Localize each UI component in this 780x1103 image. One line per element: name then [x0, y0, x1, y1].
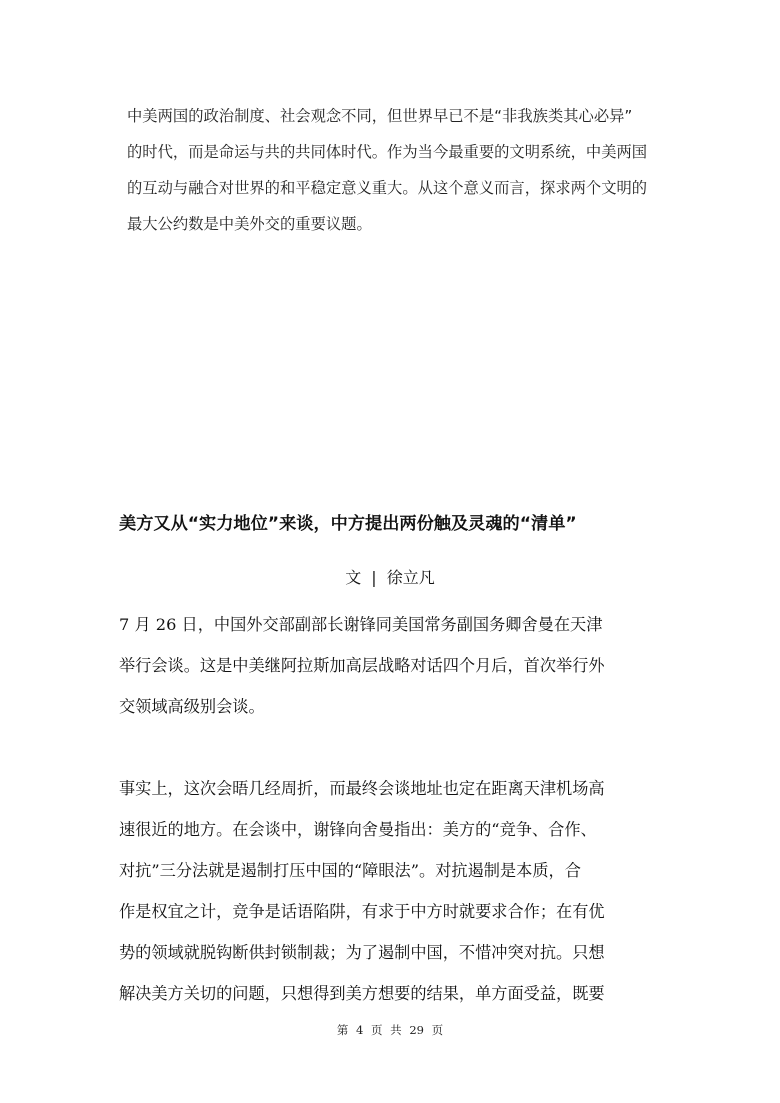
- intro-line: 最大公约数是中美外交的重要议题。: [127, 215, 372, 233]
- body-line: 解决美方关切的问题，只想得到美方想要的结果，单方面受益，既要: [119, 984, 605, 1003]
- author-name: 徐立凡: [386, 568, 435, 587]
- footer-label: 第: [336, 1023, 349, 1037]
- intro-line: 中美两国的政治制度、社会观念不同，但世界早已不是“非我族类其心必异”: [127, 107, 633, 125]
- article-title: 美方又从“实力地位”来谈，中方提出两份触及灵魂的“清单”: [119, 514, 577, 534]
- total-pages-number: 29: [409, 1023, 424, 1037]
- byline-separator: |: [371, 568, 377, 587]
- body-line: 速很近的地方。在会谈中，谢锋向舍曼指出：美方的“竞争、合作、: [119, 820, 597, 839]
- current-page-number: 4: [356, 1023, 364, 1037]
- intro-line: 的时代，而是命运与共的共同体时代。作为当今最重要的文明系统，中美两国: [127, 143, 648, 161]
- article-byline: [0, 563, 780, 593]
- body-line: 事实上，这次会晤几经周折，而最终会谈地址也定在距离天津机场高: [119, 779, 605, 798]
- footer-label: 页: [371, 1023, 383, 1037]
- byline-prefix: 文: [345, 568, 362, 587]
- intro-paragraph: [127, 98, 667, 242]
- body-line: 势的领域就脱钩断供封锁制裁；为了遏制中国，不惜冲突对抗。只想: [119, 943, 605, 962]
- body-line: 交领域高级别会谈。: [119, 697, 265, 716]
- paragraph-gap: [119, 727, 664, 768]
- page-footer: [0, 1020, 780, 1040]
- body-line: 举行会谈。这是中美继阿拉斯加高层战略对话四个月后，首次举行外: [119, 656, 605, 675]
- footer-label: 页: [431, 1023, 444, 1037]
- body-line: 7 月 26 日，中国外交部副部长谢锋同美国常务副国务卿舍曼在天津: [119, 615, 603, 634]
- article-body: [119, 604, 664, 1014]
- intro-line: 的互动与融合对世界的和平稳定意义重大。从这个意义而言，探求两个文明的: [127, 179, 648, 197]
- body-line: 作是权宜之计，竞争是话语陷阱，有求于中方时就要求合作；在有优: [119, 902, 605, 921]
- footer-label: 共: [390, 1023, 402, 1037]
- body-line: 对抗”三分法就是遏制打压中国的“障眼法”。对抗遏制是本质，合: [119, 861, 581, 880]
